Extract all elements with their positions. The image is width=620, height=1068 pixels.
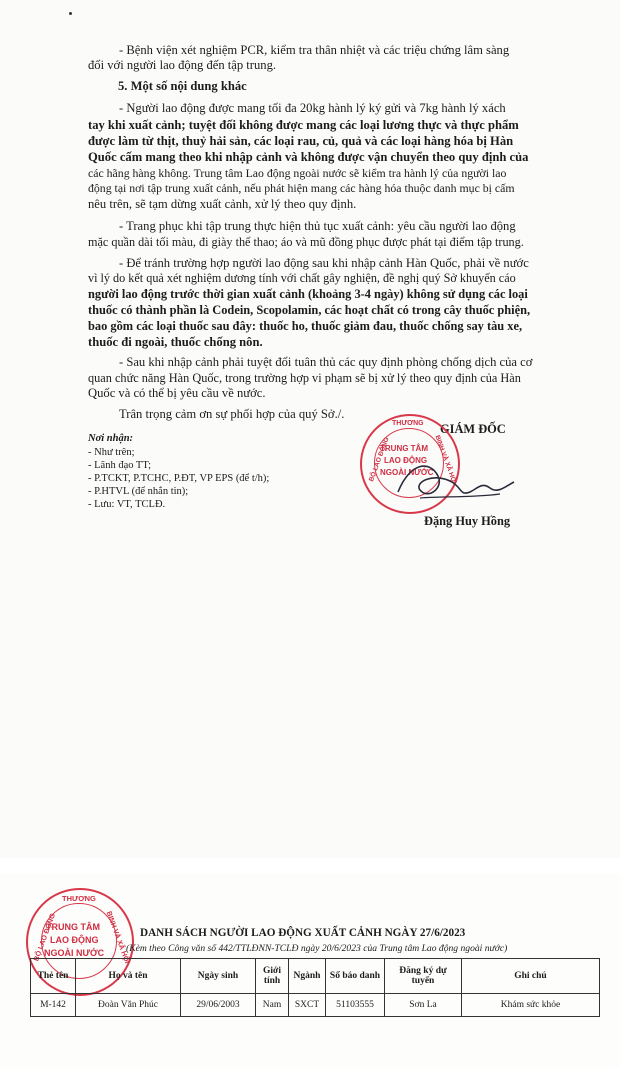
table-row [31,994,600,1017]
cell-badge: M-142 [31,994,76,1017]
hospital-line-2: đối với người lao động đến tập trung. [88,58,277,72]
drugs-line-1: - Để tránh trường hợp người lao động sau khi nhập cảnh Hàn Quốc, phải về nước [119,256,529,270]
luggage-line-5: các hãng hàng không. Trung tâm Lao động ngoài nước sẽ kiểm tra hành lý của người lao [88,166,507,180]
luggage-line-7: nêu trên, sẽ tạm dừng xuất cảnh, xử lý theo quy định. [88,197,357,211]
luggage-line-3: được làm từ thịt, thuỷ hải sản, các loại rau, củ, quả và các loại hàng hóa bị Hàn [88,134,514,148]
luggage-line-6: động tại nơi tập trung xuất cảnh, nếu phát hiện mang các hàng hóa thuộc danh mục bị cấm [88,181,515,195]
cell-registration: Sơn La [385,994,462,1017]
column-header: Số báo danh [326,959,385,994]
column-header: Ngày sinh [181,959,256,994]
drugs-line-2: vì lý do kết quả xét nghiệm dương tính với chất gây nghiện, đề nghị quý Sở khuyến cáo [88,271,516,285]
stamp-ring-right: BINH VÀ XÃ HỘI [433,434,458,485]
table-header-row [31,959,600,994]
drugs-line-6: thuốc đi ngoài, thuốc chống nôn. [88,335,263,349]
after-entry-line-2: quan chức năng Hàn Quốc, trong trường hợp vi phạm sẽ bị xử lý theo quy định của Hàn [88,371,521,385]
recipient-item: - P.TCKT, P.TCHC, P.ĐT, VP EPS (để t/h); [88,473,270,484]
stamp-center-line: TRUNG TÂM [46,922,100,932]
stamp-ring-right: BINH VÀ XÃ HỘI [104,910,131,965]
cell-gender: Nam [256,994,289,1017]
column-header: Họ và tên [76,959,181,994]
stamp-center-line: NGOÀI NƯỚC [44,948,105,958]
stamp-center-line: LAO ĐỘNG [384,456,428,465]
page-gap [0,858,620,874]
recipient-item: - Như trên; [88,447,135,458]
column-header: Ghi chú [462,959,600,994]
stamp-ring-left: BỘ LAO ĐỘNG [33,912,57,963]
signer-title: GIÁM ĐỐC [440,422,506,436]
recipients-heading: Nơi nhận: [88,433,134,444]
recipient-item: - Lưu: VT, TCLĐ. [88,499,166,510]
stamp-center-line: TRUNG TÂM [380,444,428,453]
signature-mark [390,452,520,512]
stamp-ring-left: BỘ LAO ĐỘNG [368,436,391,483]
drugs-line-3: người lao động trước thời gian xuất cảnh (khoảng 3-4 ngày) không sử dụng các loại [88,287,528,301]
cell-name: Đoàn Văn Phúc [76,994,181,1017]
column-header: Đăng ký dự tuyển [385,959,462,994]
worker-list-table [30,958,600,1017]
signer-name: Đặng Huy Hồng [424,514,511,528]
clothing-line-1: - Trang phục khi tập trung thực hiện thủ tục xuất cảnh: yêu cầu người lao động [119,219,516,233]
cell-dob: 29/06/2003 [181,994,256,1017]
section-5-heading: 5. Một số nội dung khác [118,79,247,93]
drugs-line-4: thuốc có thành phần là Codein, Scopolamin, các hoạt chất có trong cây thuốc phiện, [88,303,531,317]
stamp-center-line: LAO ĐỘNG [50,935,99,945]
cell-sector: SXCT [289,994,326,1017]
recipient-item: - Lãnh đạo TT; [88,460,152,471]
column-header: Thẻ tên [31,959,76,994]
recipient-item: - P.HTVL (để nhắn tin); [88,486,189,497]
luggage-line-4: Quốc cấm mang theo khi nhập cảnh và không được vận chuyển theo quy định của [88,150,529,164]
thanks-line: Trân trọng cảm ơn sự phối hợp của quý Sở./. [119,407,345,421]
drugs-line-5: bao gồm các loại thuốc sau đây: thuốc ho, thuốc giảm đau, thuốc chống say tàu xe, [88,319,523,333]
hospital-line-1: - Bệnh viện xét nghiệm PCR, kiểm tra thân nhiệt và các triệu chứng lâm sàng [119,43,510,57]
column-header: Ngành [289,959,326,994]
after-entry-line-3: Quốc và có thể bị yêu cầu về nước. [88,386,266,400]
after-entry-line-1: - Sau khi nhập cảnh phải tuyệt đối tuân thủ các quy định phòng chống dịch của cơ [119,355,533,369]
stamp-ring-top: THƯƠNG [62,894,96,903]
stamp-ring-top: THƯƠNG [392,420,424,427]
clothing-line-2: mặc quần dài tối màu, đi giày thể thao; áo và mũ đồng phục được phát tại điểm tập trung. [88,235,524,249]
list-subtitle: (Kèm theo Công văn số 442/TTLĐNN-TCLĐ ngày 20/6/2023 của Trung tâm Lao động ngoài nước) [126,943,508,954]
scan-speck [69,12,72,15]
luggage-line-2: tay khi xuất cảnh; tuyệt đối không được mang các loại lương thực và thực phẩm [88,118,519,132]
list-title: DANH SÁCH NGƯỜI LAO ĐỘNG XUẤT CẢNH NGÀY 27/6/2023 [140,927,466,939]
cell-note: Khám sức khỏe [462,994,600,1017]
cell-candidate-number: 51103555 [326,994,385,1017]
stamp-center-line: NGOÀI NƯỚC [380,468,434,477]
luggage-line-1: - Người lao động được mang tối đa 20kg hành lý ký gửi và 7kg hành lý xách [119,101,506,115]
column-header: Giới tính [256,959,289,994]
